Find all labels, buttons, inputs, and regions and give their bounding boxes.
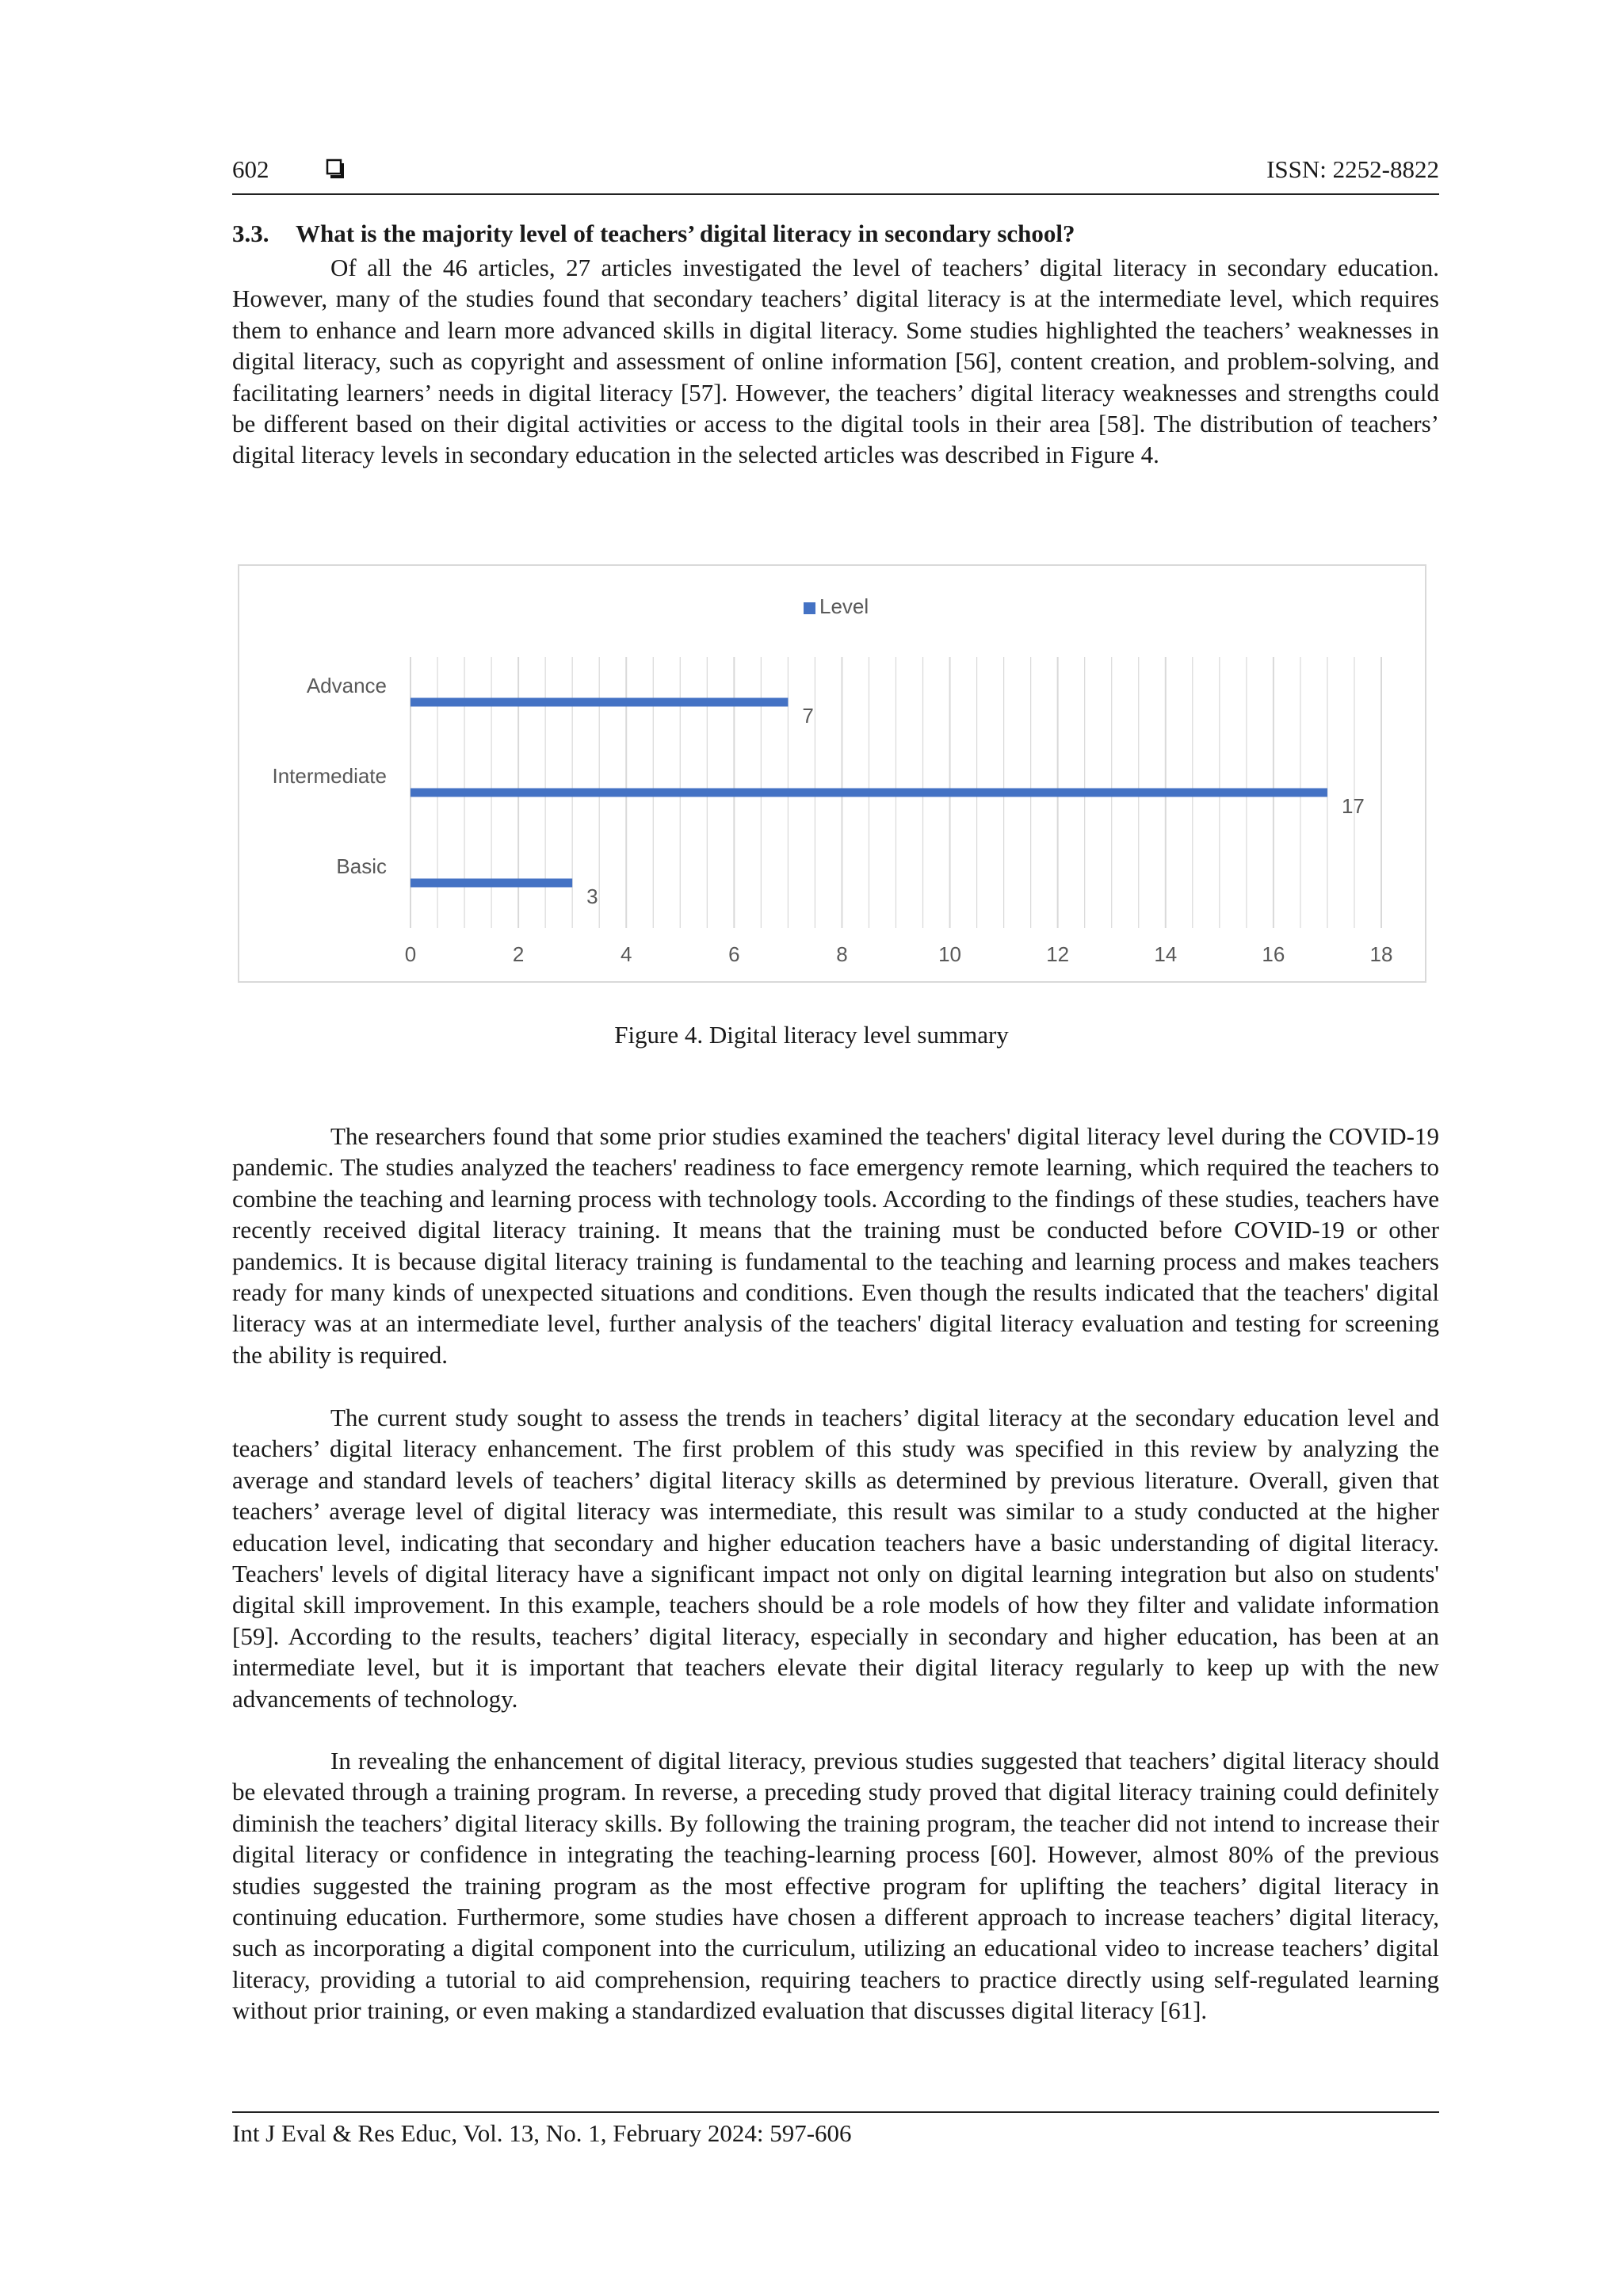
x-tick-label: 10 [938,942,962,966]
paragraph-1 [232,252,1439,471]
data-label-advance: 7 [802,704,814,728]
figure-4-chart [238,564,1426,983]
paragraph-3-text: The current study sought to assess the trends in teachers’ digital literacy at the secondary education level and teachers’ digital literacy enhancement. The first problem of this study was specified in this review by analyzing the average and standard levels of teachers’ digital literacy skills as determined by previous literature. Overall, given that teachers’ average level of digital literacy was intermediate, this result was similar to a study conducted at the higher education level, indicating that secondary and higher education teachers have a basic understanding of digital literacy. Teachers' levels of digital literacy have a significant impact not only on digital learning integration but also on students' digital skill improvement. In this example, teachers should be a role models of how they filter and validate information [59]. According to the results, teachers’ digital literacy, especially in secondary and higher education, has been at an intermediate level, but it is important that teachers elevate their digital literacy regularly to keep up with the new advancements of technology. [232,1404,1439,1713]
chart-tick-labels [405,942,1393,966]
chart-legend [804,594,869,618]
x-tick-label: 16 [1262,942,1285,966]
legend-label-level: Level [819,594,869,618]
x-tick-label: 12 [1046,942,1070,966]
page-footer [232,2111,1439,2148]
x-tick-label: 8 [836,942,848,966]
legend-swatch [804,602,815,614]
paragraph-1-text: Of all the 46 articles, 27 articles investigated the level of teachers’ digital literacy in secondary education. However, many of the studies found that secondary teachers’ digital literacy is at the intermediate level, which requires them to enhance and learn more advanced skills in digital literacy. Some studies highlighted the teachers’ weaknesses in digital literacy, such as copyright and assessment of online information [56], content creation, and problem-solving, and facilitating learners’ needs in digital literacy [57]. However, the teachers’ digital literacy weaknesses and strengths could be different based on their digital activities or access to the digital tools in their area [58]. The distribution of teachers’ digital literacy levels in secondary education in the selected articles was described in Figure 4. [232,254,1439,469]
footer-citation: Int J Eval & Res Educ, Vol. 13, No. 1, February 2024: 597-606 [232,2119,852,2147]
paragraph-3 [232,1402,1439,1714]
section-title: What is the majority level of teachers’ digital literacy in secondary school? [296,220,1075,247]
x-tick-label: 2 [512,942,525,966]
chart-category-labels [272,674,387,878]
paragraph-4 [232,1745,1439,2027]
category-label-basic: Basic [336,854,387,878]
data-label-basic: 3 [586,884,598,908]
category-label-intermediate: Intermediate [272,764,387,788]
section-number: 3.3. [232,220,269,247]
figure-caption: Figure 4. Digital literacy level summary [614,1021,1009,1049]
bar-advance [411,698,788,707]
x-tick-label: 18 [1369,942,1393,966]
x-tick-label: 4 [620,942,632,966]
page-number: 602 [232,155,269,183]
chart-data-labels [586,704,1365,908]
x-tick-label: 14 [1154,942,1178,966]
data-label-intermediate: 17 [1341,794,1365,818]
section-heading [232,220,1075,248]
category-label-advance: Advance [306,674,387,697]
x-tick-label: 6 [728,942,740,966]
bar-basic [411,879,572,888]
paragraph-2-text: The researchers found that some prior studies examined the teachers' digital literacy level during the COVID-19 pandemic. The studies analyzed the teachers' readiness to face emergency remote learning, which required the teachers to combine the teaching and learning process with technology tools. According to the findings of these studies, teachers have recently received digital literacy training. It means that the training must be conducted before COVID-19 or other pandemics. It is because digital literacy training is fundamental to the teaching and learning process and makes teachers ready for many kinds of unexpected situations and conditions. Even though the results indicated that the teachers' digital literacy was at an intermediate level, further analysis of the teachers' digital literacy evaluation and testing for screening the ability is required. [232,1122,1439,1369]
bar-chart [239,566,1425,981]
issn: ISSN: 2252-8822 [1266,155,1439,183]
paragraph-2 [232,1121,1439,1370]
page-header [232,155,1439,195]
square-bullet-icon [326,159,346,179]
x-tick-label: 0 [404,942,417,966]
paragraph-4-text: In revealing the enhancement of digital literacy, previous studies suggested that teachers’ digital literacy should be elevated through a training program. In reverse, a preceding study proved that digital literacy training could definitely diminish the teachers’ digital literacy skills. By following the training program, the teacher did not intend to increase their digital literacy or confidence in integrating the teaching-learning process [60]. However, almost 80% of the previous studies suggested the training program as the most effective program for uplifting the teachers’ digital literacy in continuing education. Furthermore, some studies have chosen a different approach to increase teachers’ digital literacy, such as incorporating a digital component into the curriculum, utilizing an educational video to increase teachers’ digital literacy, providing a tutorial to aid comprehension, requiring teachers to practice directly using self-regulated learning without prior training, or even making a standardized evaluation that discusses digital literacy [61]. [232,1747,1439,2025]
bar-intermediate [411,789,1327,797]
